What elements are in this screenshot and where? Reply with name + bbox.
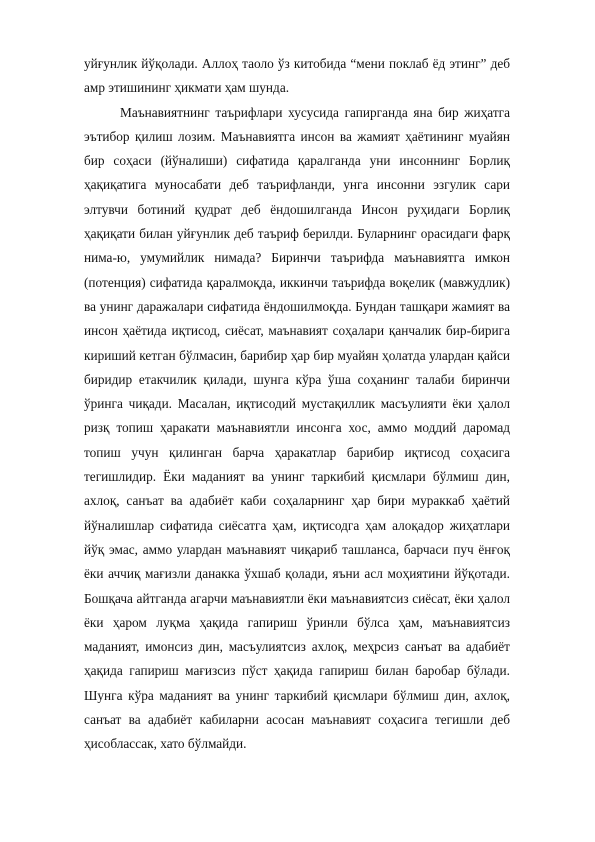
paragraph-main: Маънавиятнинг таърифлари хусусида гапирганда яна бир жиҳатга эътибор қилиш лозим. Маънавиятга инсон ва жамият ҳаётининг муайян бир соҳаси (йўналиши) сифатида қаралганда уни инсоннинг Борлиқ ҳақиқатига муносабати деб таърифланди, унга инсонни эзгулик сари элтувчи ботиний қудрат деб ёндошилганда Инсон руҳидаги Борлиқ ҳақиқати билан уйғунлик деб таъриф берилди. Буларнинг орасидаги фарқ нима-ю, умумийлик нимада? Биринчи таърифда маънавиятга имкон (потенция) сифатида қаралмоқда, иккинчи таърифда воқелик (мавжудлик) ва унинг даражалари сифатида ёндошилмоқда. Бундан ташқари жамият ва инсон ҳаётида иқтисод, сиёсат, маънавият соҳалари қанчалик бир-бирига кириший кетган бўлмасин, барибир ҳар бир муайян ҳолатда улардан қайси биридир етакчилик қилади, шунга кўра ўша соҳанинг талаби биринчи ўринга чиқади. Масалан, иқтисодий мустақиллик масъулияти ёки ҳалол ризқ топиш ҳаракати маънавиятли инсонга хос, аммо моддий даромад топиш учун қилинган барча ҳаракатлар барибир иқтисод соҳасига тегишлидир. Ёки маданият ва унинг таркибий қисмлари бўлмиш дин, ахлоқ, санъат ва адабиёт каби соҳаларнинг ҳар бири мураккаб ҳаётий йўналишлар сифатида сиёсатга ҳам, иқтисодга ҳам алоқадор жиҳатлари йўқ эмас, аммо улардан маънавият чиқариб ташланса, барчаси пуч ёнғоқ ёки аччиқ мағизли данакка ўхшаб қолади, яъни асл моҳиятини йўқотади. Бошқача айтганда агарчи маънавиятли ёки маънавиятсиз сиёсат, ёки ҳалол ёки ҳаром луқма ҳақида гапириш ўринли бўлса ҳам, маънавиятсиз маданият, имонсиз дин, масъулиятсиз ахлоқ, меҳрсиз санъат ва адабиёт ҳақида гапириш мағизсиз пўст ҳақида гапириш билан баробар бўлади. Шунга кўра маданият ва унинг таркибий қисмлари бўлмиш дин, ахлоқ, санъат ва адабиёт кабиларни асосан маънавият соҳасига тегишли деб ҳисоблассак, хато бўлмайди. <box>84 104 510 752</box>
paragraph-continuation: уйғунлик йўқолади. Аллоҳ таоло ўз китобида “мени поклаб ёд этинг” деб амр этишининг ҳикмати ҳам шунда. <box>84 56 510 96</box>
document-body <box>84 52 510 757</box>
